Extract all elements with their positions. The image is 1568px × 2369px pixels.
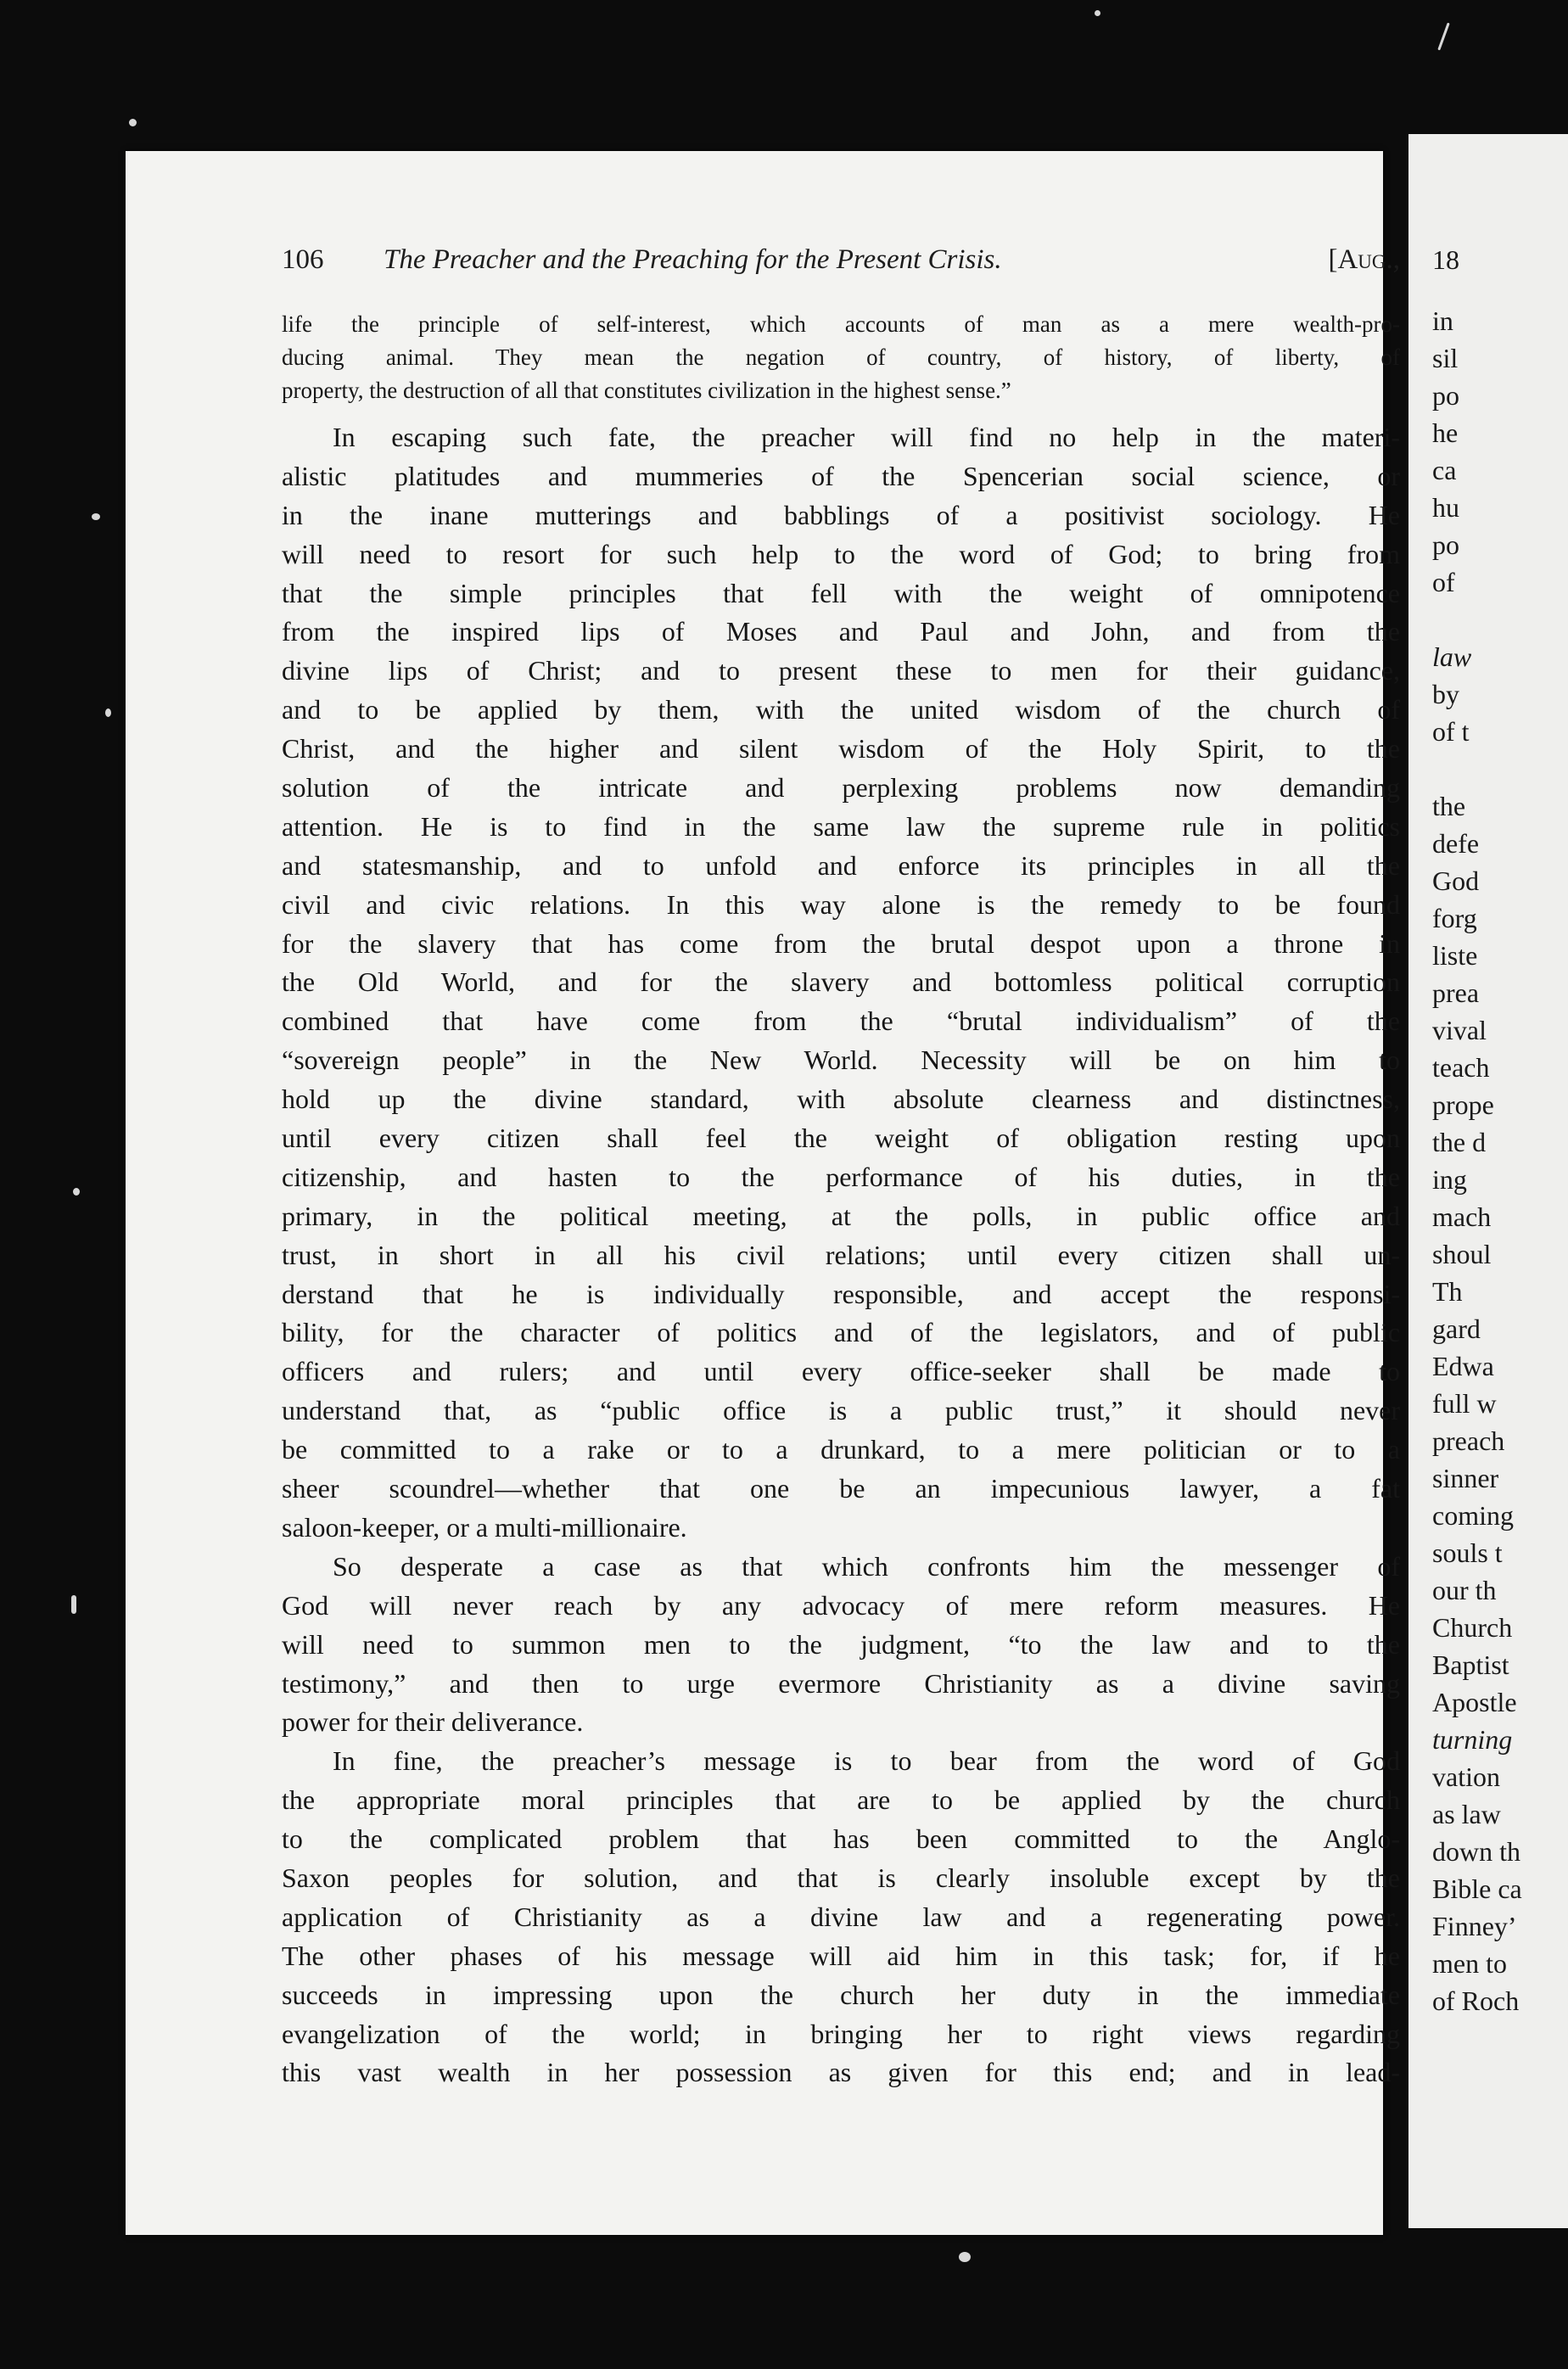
right-page-line: down th	[1432, 1836, 1520, 1867]
right-page-line: liste	[1432, 940, 1478, 971]
right-page-line: Bible ca	[1432, 1873, 1522, 1904]
right-page-line: prea	[1432, 977, 1480, 1008]
text-line: So desperate a case as that which confronts him the messenger of	[333, 1550, 1400, 1582]
dust-speck	[105, 708, 111, 717]
right-page-line: po	[1432, 529, 1459, 560]
right-page-line: sinner	[1432, 1463, 1499, 1493]
right-page-line: defe	[1432, 828, 1480, 859]
text-line: divine lips of Christ; and to present these to men for their guidance,	[282, 655, 1400, 686]
right-page-line: coming	[1432, 1500, 1514, 1531]
right-page-line: of	[1432, 567, 1455, 597]
right-page-line: teach	[1432, 1052, 1490, 1083]
text-line: alistic platitudes and mummeries of the Spencerian social science, or	[282, 460, 1400, 491]
text-line: for the slavery that has come from the brutal despot upon a throne in	[282, 927, 1400, 959]
right-page-line: vation	[1432, 1761, 1500, 1792]
text-line: this vast wealth in her possession as given for this end; and in lead-	[282, 2057, 1400, 2088]
right-page-line: Apostle	[1432, 1687, 1517, 1717]
right-page-line: in	[1432, 305, 1453, 336]
text-line: from the inspired lips of Moses and Paul and John, and from the	[282, 616, 1400, 647]
text-line: God will never reach by any advocacy of mere reform measures. He	[282, 1589, 1400, 1621]
dust-speck	[1095, 10, 1100, 16]
right-page-line: law	[1432, 641, 1472, 672]
right-page-line: full w	[1432, 1388, 1497, 1419]
dust-speck	[959, 2252, 971, 2262]
right-page-line: ca	[1432, 455, 1457, 485]
page-number: 106	[282, 244, 324, 275]
quote-line: life the principle of self-interest, which accounts of man as a mere wealth-pro-	[282, 311, 1400, 337]
text-line: and statesmanship, and to unfold and enforce its principles in all the	[282, 849, 1400, 881]
running-header	[282, 244, 1400, 295]
text-line: primary, in the political meeting, at the polls, in public office and	[282, 1200, 1400, 1231]
text-line: evangelization of the world; in bringing her to right views regarding	[282, 2018, 1400, 2049]
text-line: The other phases of his message will aid him in this task; for, if he	[282, 1940, 1400, 1971]
issue-mark: [Aug.,	[1328, 244, 1400, 275]
text-line: hold up the divine standard, with absolute clearness and distinctness,	[282, 1084, 1400, 1115]
text-line: will need to resort for such help to the word of God; to bring from	[282, 538, 1400, 569]
right-page-line: souls t	[1432, 1537, 1503, 1568]
right-page-line: of t	[1432, 716, 1470, 747]
text-line: to the complicated problem that has been committed to the Anglo-	[282, 1823, 1400, 1855]
right-page-line: Th	[1432, 1276, 1463, 1307]
right-page-line: Edwa	[1432, 1351, 1494, 1381]
text-line: In escaping such fate, the preacher will find no help in the materi-	[333, 422, 1400, 452]
right-page-line: preach	[1432, 1425, 1505, 1456]
text-line: and to be applied by them, with the united wisdom of the church of	[282, 694, 1400, 725]
quoted-passage	[282, 308, 1400, 407]
text-line: that the simple principles that fell with the weight of omnipotence	[282, 577, 1400, 608]
text-line: the Old World, and for the slavery and bottomless political corruption	[282, 966, 1400, 998]
right-page-line: shoul	[1432, 1239, 1492, 1269]
right-page-line: he	[1432, 417, 1459, 448]
right-page-line: po	[1432, 380, 1459, 411]
right-page-line: as law	[1432, 1799, 1501, 1829]
text-line: testimony,” and then to urge evermore Christianity as a divine saving	[282, 1667, 1400, 1699]
right-page-line: of Roch	[1432, 1985, 1520, 2016]
right-page-line: prope	[1432, 1089, 1494, 1120]
dust-speck	[73, 1188, 80, 1196]
right-page-line: turning	[1432, 1724, 1513, 1755]
right-page-header-fragment: 18	[1432, 244, 1459, 275]
right-page-line: vival	[1432, 1015, 1487, 1045]
right-page-line: Church	[1432, 1612, 1513, 1643]
right-page-line: men to	[1432, 1948, 1507, 1979]
text-line: solution of the intricate and perplexing problems now demanding	[282, 772, 1400, 804]
text-line: will need to summon men to the judgment, “to the law and to the	[282, 1628, 1400, 1660]
text-line: In fine, the preacher’s message is to bear from the word of God	[333, 1745, 1400, 1777]
text-line: bility, for the character of politics and of the legislators, and of public	[282, 1317, 1400, 1348]
text-line: succeeds in impressing upon the church her duty in the immediate	[282, 1979, 1400, 2010]
text-line: derstand that he is individually responsible, and accept the responsi-	[282, 1278, 1400, 1309]
right-page-line: mach	[1432, 1201, 1492, 1232]
right-page-line: Baptist	[1432, 1649, 1509, 1680]
right-page-line: ing	[1432, 1164, 1467, 1195]
right-page-edge	[1408, 134, 1568, 2228]
text-line: trust, in short in all his civil relations; until every citizen shall un-	[282, 1239, 1400, 1270]
right-page-line: Finney’	[1432, 1911, 1517, 1941]
text-line: “sovereign people” in the New World. Necessity will be on him to	[282, 1044, 1400, 1076]
text-line: civil and civic relations. In this way alone is the remedy to be found	[282, 888, 1400, 920]
right-page-line: the d	[1432, 1127, 1487, 1157]
text-line: Christ, and the higher and silent wisdom of the Holy Spirit, to the	[282, 733, 1400, 764]
text-line: Saxon peoples for solution, and that is clearly insoluble except by the	[282, 1862, 1400, 1893]
body-text	[282, 418, 1400, 2092]
text-line: officers and rulers; and until every office-seeker shall be made to	[282, 1356, 1400, 1387]
text-line: the appropriate moral principles that are to be applied by the church	[282, 1784, 1400, 1816]
right-page-line: the	[1432, 791, 1466, 821]
right-page-line: forg	[1432, 903, 1477, 933]
text-line: sheer scoundrel—whether that one be an impecunious lawyer, a fat	[282, 1473, 1400, 1504]
text-line: until every citizen shall feel the weight of obligation resting upon	[282, 1123, 1400, 1154]
right-page-line: God	[1432, 865, 1480, 896]
right-page-line: gard	[1432, 1313, 1481, 1344]
text-line: power for their deliverance.	[282, 1706, 584, 1738]
left-page	[126, 151, 1400, 2235]
quote-line: ducing animal. They mean the negation of country, of history, of liberty, of	[282, 344, 1400, 370]
right-page-line: hu	[1432, 492, 1459, 523]
text-line: saloon-keeper, or a multi-millionaire.	[282, 1511, 687, 1543]
text-line: combined that have come from the “brutal individualism” of the	[282, 1005, 1400, 1037]
dust-speck	[92, 513, 100, 520]
dust-speck	[71, 1595, 76, 1614]
text-line: citizenship, and hasten to the performance of his duties, in the	[282, 1161, 1400, 1192]
right-page-line: our th	[1432, 1575, 1497, 1605]
dust-speck	[1437, 23, 1449, 51]
dust-speck	[129, 119, 137, 126]
text-line: attention. He is to find in the same law the supreme rule in politics	[282, 810, 1400, 842]
text-line: understand that, as “public office is a public trust,” it should never	[282, 1395, 1400, 1426]
text-line: application of Christianity as a divine law and a regenerating power.	[282, 1901, 1400, 1932]
text-line: be committed to a rake or to a drunkard, to a mere politician or to a	[282, 1434, 1400, 1465]
right-page-line: by	[1432, 679, 1459, 709]
running-title: The Preacher and the Preaching for the Present Crisis.	[384, 244, 1002, 275]
quote-line: property, the destruction of all that constitutes civilization in the highest sense.”	[282, 378, 1011, 403]
right-page-line: sil	[1432, 343, 1459, 373]
text-line: in the inane mutterings and babblings of a positivist sociology. He	[282, 499, 1400, 530]
